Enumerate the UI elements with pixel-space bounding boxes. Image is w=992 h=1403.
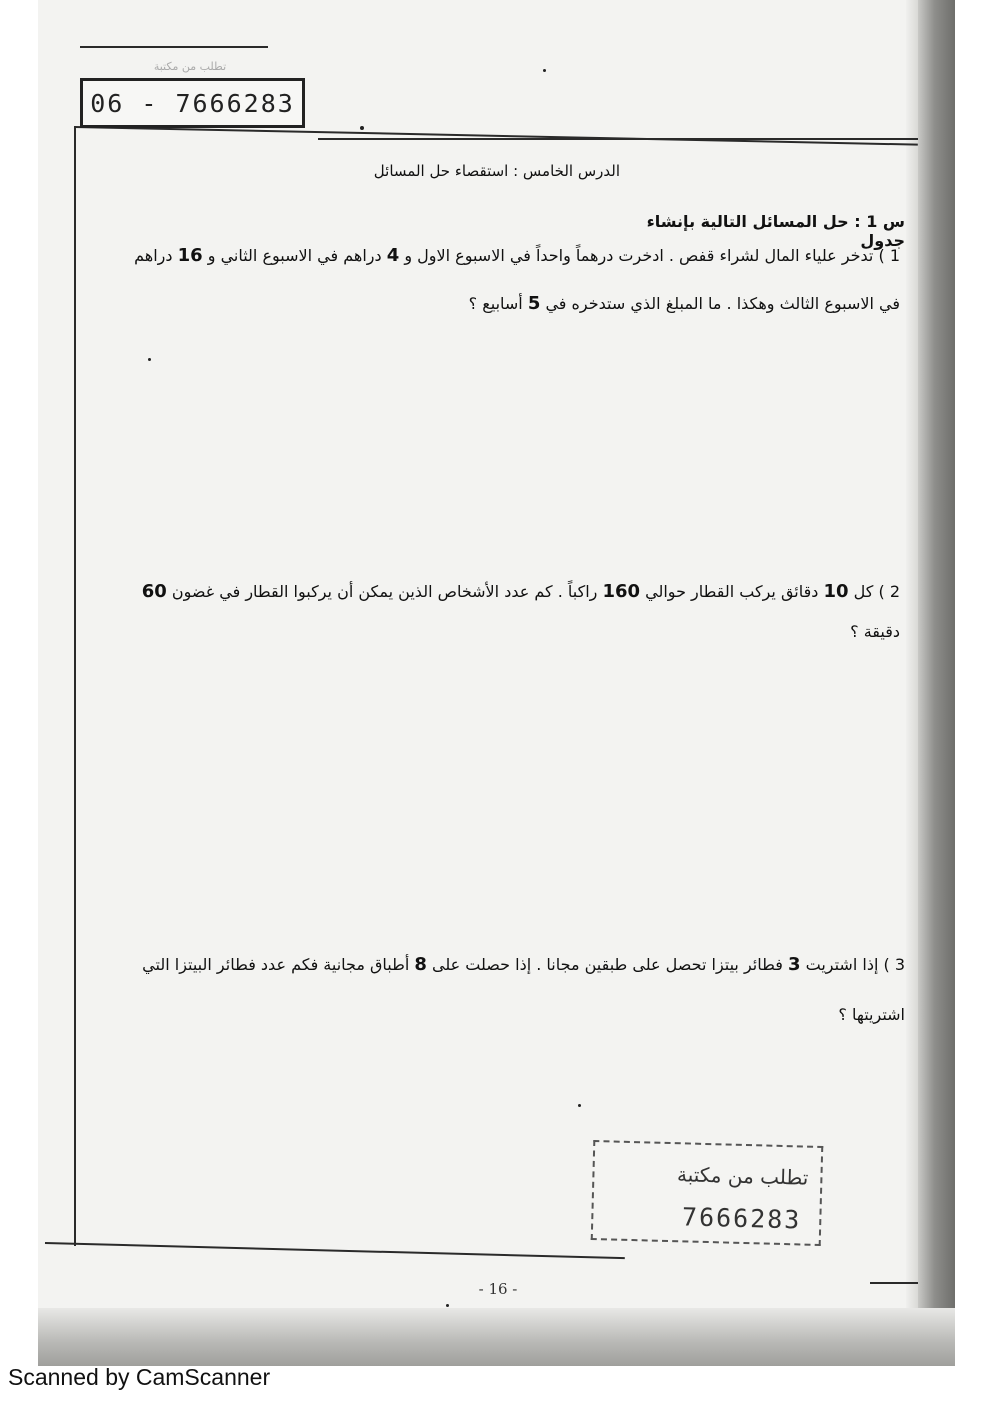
problem-value: 3 <box>787 954 801 975</box>
left-frame <box>74 126 76 1246</box>
speck <box>578 1104 581 1107</box>
stamp-bottom-phone: 7666283 <box>681 1202 802 1235</box>
lesson-title: الدرس الخامس : استقصاء حل المسائل <box>373 162 620 180</box>
problem-text: تدخر علياء المال لشراء قفص . ادخرت درهماً واحداً في الاسبوع الاول و <box>404 246 874 265</box>
problem-text: أطباق مجانية فكم عدد فطائر البيتزا التي <box>142 955 410 974</box>
problem-2-line-2: دقيقة ؟ <box>850 622 900 641</box>
scanner-credit: Scanned by CamScanner <box>8 1364 271 1390</box>
stamp-bottom-faint-text: تطلب من مكتبة <box>676 1162 809 1190</box>
page-number: - 16 - <box>478 1280 518 1298</box>
problem-2-line-1 <box>100 572 900 612</box>
problem-value: 10 <box>823 581 849 602</box>
problem-3 <box>105 940 905 1040</box>
problem-value: 60 <box>141 581 167 602</box>
speck <box>360 126 364 130</box>
problem-value: 160 <box>602 581 641 602</box>
scan-shadow-right <box>918 0 955 1366</box>
problem-text: راكباً . كم عدد الأشخاص الذين يمكن أن يركبوا القطار في غضون <box>171 582 598 601</box>
scan-shadow-bottom <box>38 1308 955 1366</box>
problem-2 <box>100 572 900 652</box>
speck <box>148 358 151 361</box>
scan-margin-left <box>0 0 38 1366</box>
problem-text: دراهم في الاسبوع الثاني و <box>207 246 382 265</box>
problem-3-line-2: اشتريتها ؟ <box>838 1005 905 1024</box>
problem-1-line-1 <box>100 232 900 280</box>
top-rule <box>80 46 268 48</box>
problem-1 <box>100 232 900 328</box>
phone-stamp-top <box>80 78 305 128</box>
problem-value: 5 <box>527 293 541 314</box>
stamp-top-faint-text: تطلب من مكتبة <box>153 60 227 73</box>
speck <box>543 69 546 72</box>
problem-value: 4 <box>386 245 400 266</box>
speck <box>446 1304 449 1307</box>
problem-text: إذا اشتريت <box>805 955 879 974</box>
problem-1-line-2 <box>100 280 900 328</box>
problem-value: 8 <box>414 954 427 975</box>
phone-stamp-bottom <box>591 1140 824 1246</box>
problem-text: دراهم <box>134 246 173 265</box>
problem-value: 16 <box>177 245 203 266</box>
problem-text: في الاسبوع الثالث وهكذا . ما المبلغ الذي ستدخره في <box>545 294 900 313</box>
question-header: س 1 : حل المسائل التالية بإنشاء جدول <box>646 212 905 250</box>
problem-number: 3 ) <box>883 955 905 974</box>
problem-text: دقائق يركب القطار حوالي <box>645 582 819 601</box>
phone-number: 06 - 7666283 <box>90 88 295 118</box>
problem-text: أسابيع ؟ <box>468 294 523 313</box>
problem-number: 2 ) <box>878 582 900 601</box>
problem-3-line-1 <box>105 940 905 990</box>
footer-rule-right <box>870 1282 918 1284</box>
problem-text: فطائر بيتزا تحصل على طبقين مجانا . إذا حصلت على <box>432 955 783 974</box>
problem-number: 1 ) <box>878 246 900 265</box>
problem-text: كل <box>853 582 874 601</box>
